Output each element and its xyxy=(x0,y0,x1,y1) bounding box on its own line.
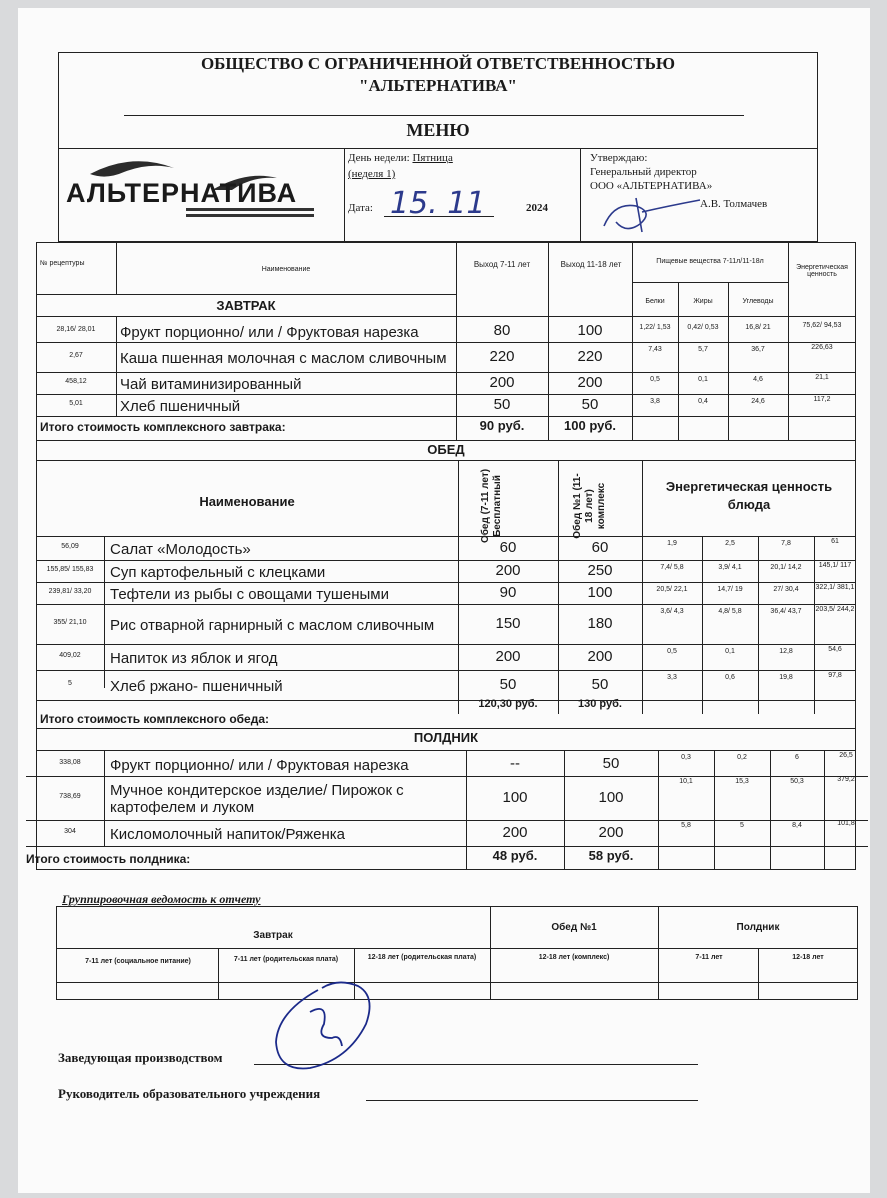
snack-row-code: 338,08 xyxy=(59,759,81,766)
header-rule xyxy=(124,115,744,116)
lunch-row-protein: 20,5/ 22,1 xyxy=(656,586,688,593)
lunch-total-11-18: 130 руб. xyxy=(578,698,622,710)
breakfast-row-fat: 0,1 xyxy=(698,376,708,383)
snack-total-11-18: 58 руб. xyxy=(588,848,634,863)
col-recipe-header: № рецептуры xyxy=(40,260,85,267)
snack-row-name: Кисломолочный напиток/Ряженка xyxy=(110,825,345,843)
snack-row-name: Мучное кондитерское изделие/ Пирожок с картофелем и луком xyxy=(110,782,404,816)
snack-row-out-7-11: -- xyxy=(510,755,520,772)
lunch-row-line xyxy=(36,604,856,605)
snack-row-fat: 5 xyxy=(740,822,744,829)
col-out2-header: Выход 11-18 лет xyxy=(560,260,622,269)
lunch-row-carb: 12,8 xyxy=(779,648,793,655)
lunch-row-protein: 3,6/ 4,3 xyxy=(660,608,684,615)
date-label: Дата: xyxy=(348,202,373,214)
grouping-table xyxy=(56,906,858,1000)
col-carb-header: Углеводы xyxy=(742,298,774,305)
nutr-subheader-line xyxy=(632,282,788,283)
snack-col-f xyxy=(824,750,825,870)
grouping-line-2 xyxy=(56,982,858,983)
org-name-quoted: "АЛЬТЕРНАТИВА" xyxy=(359,76,517,95)
grouping-sub-4: 12-18 лет (комплекс) xyxy=(538,954,610,961)
lunch-row-carb: 20,1/ 14,2 xyxy=(770,564,802,571)
snack-row-protein: 0,3 xyxy=(681,754,691,761)
lunch-row-code: 155,85/ 155,83 xyxy=(46,566,94,573)
breakfast-row-protein: 7,43 xyxy=(648,346,662,353)
lunch-row-line xyxy=(36,644,856,645)
lunch-row-out-7-11: 200 xyxy=(495,648,521,665)
menu-sheet xyxy=(18,8,870,1193)
breakfast-row-out-7-11: 220 xyxy=(489,348,515,365)
day-label-text: День недели: xyxy=(348,152,410,164)
lunch-row-out-11-18: 200 xyxy=(587,648,613,665)
snack-row-protein: 10,1 xyxy=(679,778,693,785)
lunch-col-7-11-header: Обед (7-11 лет) Бесплатный xyxy=(480,468,503,544)
lunch-row-name: Хлеб ржано- пшеничный xyxy=(110,677,283,695)
col-energy-header: Энергетическая ценность xyxy=(796,264,848,278)
snack-total-7-11: 48 руб. xyxy=(492,848,538,863)
breakfast-row-out-7-11: 80 xyxy=(493,322,511,339)
breakfast-row-code: 2,67 xyxy=(69,352,83,359)
grouping-sub-2: 7-11 лет (родительская плата) xyxy=(233,956,339,963)
col-nutr-header: Пищевые вещества 7-11л/11-18л xyxy=(656,258,764,265)
lunch-row-fat: 2,5 xyxy=(725,540,735,547)
breakfast-row-name: Каша пшенная молочная с маслом сливочным xyxy=(120,349,447,367)
breakfast-row-code: 5,01 xyxy=(69,400,83,407)
snack-row-out-7-11: 100 xyxy=(502,789,528,806)
lunch-row-out-11-18: 60 xyxy=(591,539,609,556)
lunch-row-name: Рис отварной гарнирный с маслом сливочным xyxy=(110,616,435,634)
lunch-row-code: 5 xyxy=(68,680,72,687)
breakfast-title-line xyxy=(36,316,856,317)
lunch-row-line xyxy=(36,670,856,671)
lunch-row-line xyxy=(36,700,856,701)
breakfast-row-carb: 24,6 xyxy=(751,398,765,405)
snack-row-line xyxy=(26,820,868,821)
breakfast-row-name: Фрукт порционно/ или / Фруктовая нарезка xyxy=(120,323,419,341)
snack-col-d xyxy=(714,750,715,870)
date-handwritten: 15. 11 xyxy=(390,186,486,221)
day-label xyxy=(348,152,453,164)
grouping-title: Группировочная ведомость к отчету xyxy=(62,892,261,906)
col-line-nutr xyxy=(632,242,633,440)
lunch-row-energy: 322,1/ 381,1 xyxy=(815,584,855,591)
approve-line-2: Генеральный директор xyxy=(590,166,697,178)
lunch-row-line xyxy=(36,582,856,583)
snack-row-protein: 5,8 xyxy=(681,822,691,829)
lunch-code-line xyxy=(104,536,105,688)
col-fat-header: Жиры xyxy=(693,298,713,305)
snack-row-name: Фрукт порционно/ или / Фруктовая нарезка xyxy=(110,756,409,774)
grouping-sub-6: 12-18 лет xyxy=(792,954,824,961)
header-split-2 xyxy=(580,148,581,242)
lunch-row-code: 56,09 xyxy=(61,543,79,550)
lunch-row-out-7-11: 60 xyxy=(499,539,517,556)
header-split-1 xyxy=(344,148,345,242)
lunch-row-fat: 3,9/ 4,1 xyxy=(718,564,742,571)
breakfast-row-line xyxy=(36,342,856,343)
lunch-col-11-18-header: Обед №1 (11-18 лет) комплекс xyxy=(572,473,607,539)
lunch-row-energy: 203,5/ 244,2 xyxy=(815,606,855,613)
lunch-row-code: 355/ 21,10 xyxy=(53,619,87,626)
breakfast-row-protein: 0,5 xyxy=(650,376,660,383)
lunch-row-code: 409,02 xyxy=(59,652,81,659)
breakfast-row-out-11-18: 200 xyxy=(577,374,603,391)
grouping-snack: Полдник xyxy=(736,922,780,933)
snack-row-out-7-11: 200 xyxy=(502,824,528,841)
lunch-total-line xyxy=(36,728,856,729)
lunch-col-e xyxy=(758,536,759,714)
lunch-row-energy: 54,6 xyxy=(828,646,842,653)
breakfast-row-energy: 21,1 xyxy=(815,374,829,381)
breakfast-row-carb: 36,7 xyxy=(751,346,765,353)
lunch-row-out-11-18: 100 xyxy=(587,584,613,601)
snack-row-carb: 50,3 xyxy=(790,778,804,785)
lunch-row-out-11-18: 250 xyxy=(587,562,613,579)
lunch-row-energy: 97,8 xyxy=(828,672,842,679)
lunch-row-carb: 19,8 xyxy=(779,674,793,681)
col-protein-header: Белки xyxy=(645,298,665,305)
header-divider xyxy=(58,148,818,149)
breakfast-row-protein: 3,8 xyxy=(650,398,660,405)
breakfast-row-line xyxy=(36,372,856,373)
grouping-breakfast: Завтрак xyxy=(253,930,293,941)
snack-row-code: 738,69 xyxy=(59,793,81,800)
col-line-energy xyxy=(788,242,789,440)
lunch-header-line xyxy=(36,536,856,537)
breakfast-row-energy: 226,63 xyxy=(811,344,833,351)
director-name: А.В. Толмачев xyxy=(700,198,768,210)
menu-title: МЕНЮ xyxy=(406,120,470,140)
grouping-lunch: Обед №1 xyxy=(551,922,597,933)
lunch-row-out-7-11: 200 xyxy=(495,562,521,579)
breakfast-code-line xyxy=(116,316,117,416)
breakfast-total-7-11: 90 руб. xyxy=(479,418,525,433)
header-bottom-line xyxy=(36,294,456,295)
lunch-row-out-7-11: 150 xyxy=(495,615,521,632)
grouping-sub-5: 7-11 лет xyxy=(695,954,723,961)
breakfast-row-line xyxy=(36,394,856,395)
grouping-col-lunch xyxy=(490,906,491,1000)
logo-subline-2 xyxy=(186,214,314,217)
school-head-label: Руководитель образовательного учреждения xyxy=(58,1086,321,1101)
breakfast-row-out-7-11: 200 xyxy=(489,374,515,391)
breakfast-row-carb: 16,8/ 21 xyxy=(745,324,771,331)
grouping-line-1 xyxy=(56,948,858,949)
production-head-label: Заведующая производством xyxy=(58,1050,223,1065)
breakfast-row-fat: 5,7 xyxy=(698,346,708,353)
snack-row-line xyxy=(26,846,868,847)
breakfast-total-11-18: 100 руб. xyxy=(564,418,616,433)
lunch-row-out-11-18: 180 xyxy=(587,615,613,632)
lunch-row-out-11-18: 50 xyxy=(591,676,609,693)
lunch-row-fat: 4,8/ 5,8 xyxy=(718,608,742,615)
lunch-row-out-7-11: 90 xyxy=(499,584,517,601)
breakfast-row-line xyxy=(36,416,856,417)
snack-total-label: Итого стоимость полдника: xyxy=(26,852,191,866)
snack-row-carb: 8,4 xyxy=(792,822,802,829)
lunch-row-fat: 0,6 xyxy=(725,674,735,681)
logo-text: АЛЬТЕРНАТИВА xyxy=(66,178,298,208)
lunch-total-7-11: 120,30 руб. xyxy=(478,698,538,710)
breakfast-row-energy: 75,62/ 94,53 xyxy=(802,322,842,329)
org-name: ОБЩЕСТВО С ОГРАНИЧЕННОЙ ОТВЕТСТВЕННОСТЬЮ xyxy=(200,54,676,73)
lunch-total-label: Итого стоимость комплексного обеда: xyxy=(40,712,270,726)
grouping-col-snack xyxy=(658,906,659,1000)
lunch-row-carb: 7,8 xyxy=(781,540,791,547)
lunch-row-name: Тефтели из рыбы с овощами тушеными xyxy=(110,585,389,603)
grouping-sub-1: 7-11 лет (социальное питание) xyxy=(85,958,191,965)
lunch-row-protein: 0,5 xyxy=(667,648,677,655)
week-number: (неделя 1) xyxy=(348,168,396,180)
lunch-row-fat: 14,7/ 19 xyxy=(717,586,743,593)
breakfast-row-out-11-18: 100 xyxy=(577,322,603,339)
breakfast-total-line xyxy=(36,440,856,441)
lunch-row-protein: 1,9 xyxy=(667,540,677,547)
breakfast-row-code: 458,12 xyxy=(65,378,87,385)
lunch-row-code: 239,81/ 33,20 xyxy=(48,588,92,595)
snack-row-carb: 6 xyxy=(795,754,799,761)
snack-row-out-11-18: 100 xyxy=(598,789,624,806)
snack-col-e xyxy=(770,750,771,870)
lunch-row-protein: 3,3 xyxy=(667,674,677,681)
grouping-col-s2 xyxy=(218,948,219,1000)
lunch-row-name: Суп картофельный с клецками xyxy=(110,563,326,581)
logo-subline xyxy=(186,208,314,211)
breakfast-total-label: Итого стоимость комплексного завтрака: xyxy=(40,420,286,434)
lunch-name-header: Наименование xyxy=(199,494,295,509)
breakfast-title: ЗАВТРАК xyxy=(216,298,276,313)
grouping-col-s6 xyxy=(758,948,759,1000)
snack-title: ПОЛДНИК xyxy=(413,730,479,745)
col-name-header: Наименование xyxy=(261,266,311,273)
snack-col-c xyxy=(658,750,659,870)
lunch-energy-header: Энергетическая ценность блюда xyxy=(665,479,833,512)
grouping-sub-3: 12-18 лет (родительская плата) xyxy=(367,954,477,961)
director-signature-icon xyxy=(596,188,706,240)
breakfast-row-out-11-18: 220 xyxy=(577,348,603,365)
snack-row-fat: 0,2 xyxy=(737,754,747,761)
school-sign-line xyxy=(366,1100,698,1101)
lunch-row-name: Салат «Молодость» xyxy=(110,540,251,558)
lunch-title-line xyxy=(36,460,856,461)
breakfast-row-carb: 4,6 xyxy=(753,376,763,383)
lunch-col-d xyxy=(702,536,703,714)
lunch-row-fat: 0,1 xyxy=(725,648,735,655)
day-value: Пятница xyxy=(412,152,453,164)
snack-row-energy: 101,8 xyxy=(837,820,855,827)
year: 2024 xyxy=(526,202,548,214)
production-signature-icon xyxy=(258,972,388,1082)
snack-row-energy: 26,5 xyxy=(839,752,853,759)
snack-row-energy: 379,2 xyxy=(837,776,855,783)
approve-line-1: Утверждаю: xyxy=(590,152,648,164)
breakfast-row-name: Хлеб пшеничный xyxy=(120,397,241,415)
approve-line-3: ООО «АЛЬТЕРНАТИВА» xyxy=(590,180,713,192)
lunch-row-line xyxy=(36,560,856,561)
snack-row-code: 304 xyxy=(64,828,76,835)
breakfast-row-protein: 1,22/ 1,53 xyxy=(639,324,671,331)
breakfast-row-out-11-18: 50 xyxy=(581,396,599,413)
breakfast-row-energy: 117,2 xyxy=(813,396,831,403)
lunch-row-energy: 145,1/ 117 xyxy=(818,562,852,569)
lunch-row-out-7-11: 50 xyxy=(499,676,517,693)
lunch-row-protein: 7,4/ 5,8 xyxy=(660,564,684,571)
snack-row-out-11-18: 50 xyxy=(602,755,620,772)
lunch-row-carb: 27/ 30,4 xyxy=(773,586,799,593)
col-line-code-hdr xyxy=(116,242,117,294)
breakfast-row-name: Чай витаминизированный xyxy=(120,375,302,393)
snack-row-fat: 15,3 xyxy=(735,778,749,785)
breakfast-row-out-7-11: 50 xyxy=(493,396,511,413)
snack-title-line xyxy=(36,750,856,751)
snack-code-line xyxy=(104,750,105,846)
lunch-row-name: Напиток из яблок и ягод xyxy=(110,649,278,667)
lunch-row-carb: 36,4/ 43,7 xyxy=(770,608,802,615)
breakfast-row-fat: 0,4 xyxy=(698,398,708,405)
col-out1-header: Выход 7-11 лет xyxy=(473,260,531,269)
lunch-title: ОБЕД xyxy=(427,442,465,457)
lunch-row-energy: 61 xyxy=(831,538,839,545)
breakfast-row-fat: 0,42/ 0,53 xyxy=(687,324,719,331)
snack-row-line xyxy=(26,776,868,777)
snack-row-out-11-18: 200 xyxy=(598,824,624,841)
breakfast-row-code: 28,16/ 28,01 xyxy=(56,326,96,333)
